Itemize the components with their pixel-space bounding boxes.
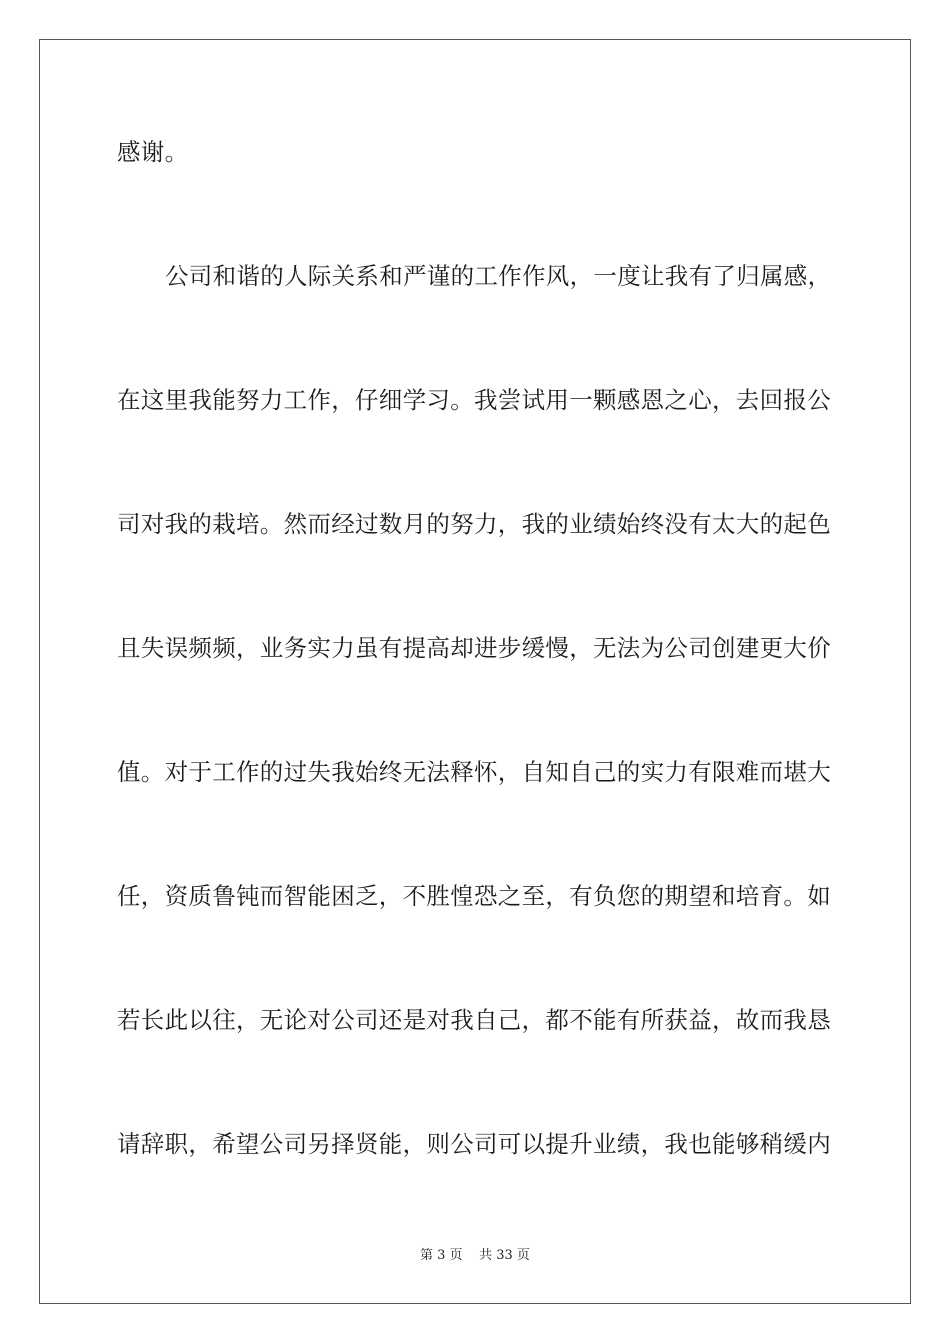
text-line-6: 值。对于工作的过失我始终无法释怀，自知自己的实力有限难而堪大 <box>117 758 831 786</box>
page-total: 共 33 页 <box>479 1248 530 1263</box>
text-line-8: 若长此以往，无论对公司还是对我自己，都不能有所获益，故而我恳 <box>117 1006 831 1034</box>
page-border <box>39 39 911 1304</box>
text-line-9: 请辞职，希望公司另择贤能，则公司可以提升业绩，我也能够稍缓内 <box>117 1130 831 1158</box>
page-footer <box>0 1247 950 1265</box>
text-line-2: 公司和谐的人际关系和严谨的工作作风，一度让我有了归属感， <box>165 262 832 290</box>
text-line-7: 任，资质鲁钝而智能困乏，不胜惶恐之至，有负您的期望和培育。如 <box>117 882 831 910</box>
text-line-1: 感谢。 <box>117 138 189 166</box>
page-number: 第 3 页 <box>420 1248 463 1263</box>
text-line-3: 在这里我能努力工作，仔细学习。我尝试用一颗感恩之心，去回报公 <box>117 386 831 414</box>
text-line-5: 且失误频频，业务实力虽有提高却进步缓慢，无法为公司创建更大价 <box>117 634 831 662</box>
text-line-4: 司对我的栽培。然而经过数月的努力，我的业绩始终没有太大的起色 <box>117 510 831 538</box>
